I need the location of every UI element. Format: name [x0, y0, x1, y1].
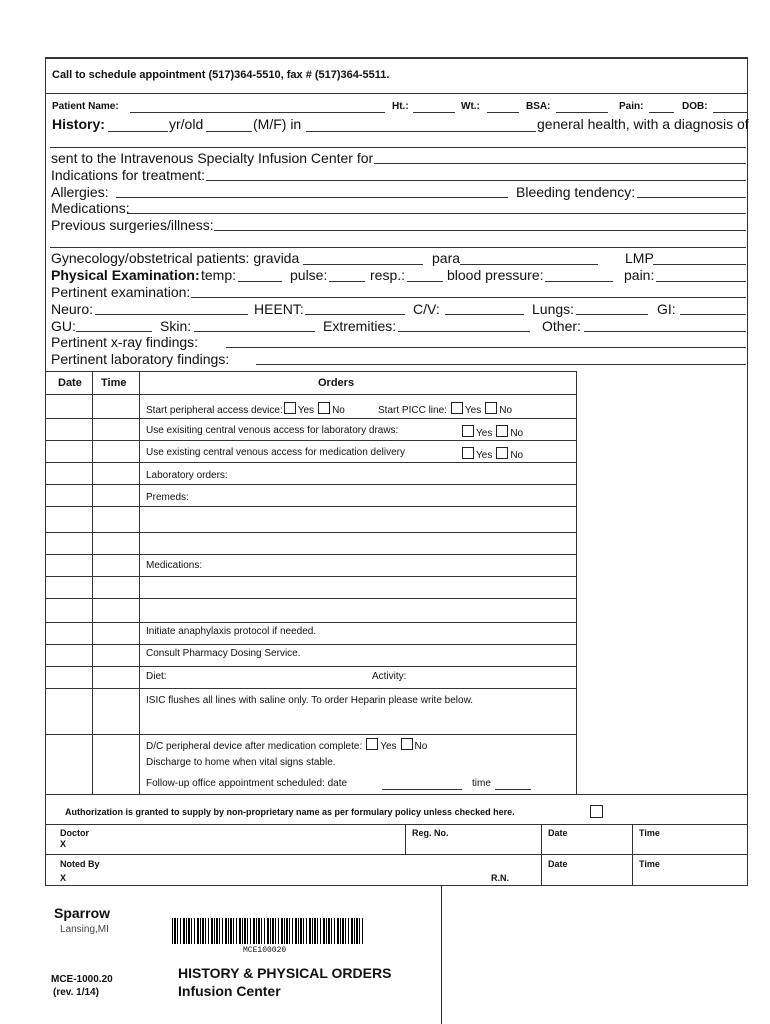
row-line: [45, 462, 577, 463]
history-label: History:: [52, 116, 105, 132]
gravida-field[interactable]: [303, 264, 423, 265]
indications-field[interactable]: [206, 180, 746, 181]
bleeding-field[interactable]: [637, 197, 746, 198]
wt-field[interactable]: [487, 112, 519, 113]
allergies-field[interactable]: [116, 197, 508, 198]
noted-date-label: Date: [548, 859, 568, 869]
sent-to-label: sent to the Intravenous Specialty Infusion Center for: [51, 150, 374, 166]
cv-label: C/V:: [413, 301, 440, 317]
yes-label: Yes: [476, 450, 493, 461]
lab-orders-label: Laboratory orders:: [146, 470, 228, 481]
row-line: [45, 440, 577, 441]
anaphylaxis-label: Initiate anaphylaxis protocol if needed.: [146, 626, 317, 637]
lmp-label: LMP: [625, 250, 654, 266]
followup-time-label: time: [472, 778, 491, 789]
no-label: No: [332, 405, 345, 416]
xray-field[interactable]: [226, 347, 746, 348]
pharmacy-label: Consult Pharmacy Dosing Service.: [146, 648, 301, 659]
noted-x-mark: X: [60, 873, 67, 883]
wt-label: Wt.:: [461, 101, 480, 112]
row-line: [45, 644, 577, 645]
footer-divider: [441, 885, 442, 1024]
activity-label: Activity:: [372, 671, 407, 682]
yr-old-label: yr/old: [169, 116, 204, 132]
divider: [45, 854, 748, 855]
premeds-label: Premeds:: [146, 492, 189, 503]
form-number: MCE-1000.20: [51, 974, 113, 985]
followup-label: Follow-up office appointment scheduled: date: [146, 778, 348, 789]
other-field[interactable]: [584, 331, 746, 332]
gi-field[interactable]: [680, 314, 746, 315]
lungs-field[interactable]: [576, 314, 648, 315]
ht-field[interactable]: [413, 112, 455, 113]
picc-yes-checkbox[interactable]: [451, 402, 463, 414]
resp-label: resp.:: [370, 267, 406, 283]
pain-exam-label: pain:: [624, 267, 655, 283]
divider: [45, 794, 748, 795]
noted-time-label: Time: [639, 859, 660, 869]
yes-label: Yes: [380, 741, 397, 752]
barcode-text: MCE100020: [243, 946, 287, 955]
noted-by-label: Noted By: [60, 859, 100, 869]
row-line: [45, 506, 577, 507]
heent-label: HEENT:: [254, 301, 304, 317]
no-label: No: [510, 428, 524, 439]
peripheral-row: [146, 402, 345, 416]
gu-label: GU:: [51, 318, 76, 334]
neuro-label: Neuro:: [51, 301, 94, 317]
patient-name-label: Patient Name:: [52, 101, 119, 112]
doctor-label: Doctor: [60, 828, 89, 838]
row-line: [45, 554, 577, 555]
ht-label: Ht.:: [392, 101, 409, 112]
central-lab-options: [458, 425, 523, 439]
pain-exam-field[interactable]: [656, 281, 746, 282]
barcode: [172, 918, 365, 944]
heent-field[interactable]: [305, 314, 405, 315]
central-lab-no-checkbox[interactable]: [496, 425, 508, 437]
diet-label: Diet:: [146, 671, 167, 682]
other-label: Other:: [542, 318, 581, 334]
no-label: No: [499, 405, 513, 416]
diagnosis-field[interactable]: [50, 147, 746, 148]
para-label: para: [432, 250, 461, 266]
gyn-label: Gynecology/obstetrical patients: gravida: [51, 250, 300, 266]
divider: [45, 824, 748, 825]
row-line: [45, 394, 577, 395]
xray-label: Pertinent x-ray findings:: [51, 334, 199, 350]
revision: (rev. 1/14): [53, 987, 99, 998]
skin-label: Skin:: [160, 318, 192, 334]
bsa-field[interactable]: [556, 112, 608, 113]
form-left-border: [45, 57, 46, 885]
no-label: No: [510, 450, 524, 461]
dob-label: DOB:: [682, 101, 708, 112]
row-line: [45, 484, 577, 485]
gi-label: GI:: [657, 301, 676, 317]
divider: [45, 885, 748, 886]
pertinent-exam-field[interactable]: [191, 297, 746, 298]
peripheral-yes-checkbox[interactable]: [284, 402, 296, 414]
row-line: [45, 418, 577, 419]
health-field[interactable]: [306, 131, 536, 132]
orders-col-time-divider: [139, 371, 140, 794]
divider: [45, 93, 748, 94]
pertinent-exam-label: Pertinent examination:: [51, 284, 191, 300]
row-line: [45, 576, 577, 577]
bp-label: blood pressure:: [447, 267, 544, 283]
dc-no-checkbox[interactable]: [401, 738, 413, 750]
central-med-yes-checkbox[interactable]: [462, 447, 474, 459]
peripheral-label: Start peripheral access device:: [146, 405, 283, 416]
row-line: [45, 598, 577, 599]
doctor-time-label: Time: [639, 828, 660, 838]
authorization-checkbox[interactable]: [590, 805, 603, 818]
extremities-field[interactable]: [398, 331, 530, 332]
dc-peripheral-row: [146, 738, 427, 752]
para-field[interactable]: [460, 264, 598, 265]
doctor-x-mark: X: [60, 839, 67, 849]
form-right-border: [747, 57, 748, 885]
resp-field[interactable]: [407, 281, 443, 282]
row-line: [45, 688, 577, 689]
reg-no-label: Reg. No.: [412, 828, 449, 838]
central-med-options: [458, 447, 523, 461]
previous-field-2[interactable]: [50, 247, 746, 248]
lungs-label: Lungs:: [532, 301, 575, 317]
yes-label: Yes: [476, 428, 493, 439]
followup-date-field[interactable]: [382, 789, 462, 790]
discharge-label: Discharge to home when vital signs stable.: [146, 757, 336, 768]
pain-field[interactable]: [649, 112, 674, 113]
pain-label: Pain:: [619, 101, 644, 112]
central-med-label: Use existing central venous access for medication delivery: [146, 447, 406, 458]
col-date-header: Date: [58, 377, 82, 389]
central-med-no-checkbox[interactable]: [496, 447, 508, 459]
doctor-date-label: Date: [548, 828, 568, 838]
medications-field[interactable]: [127, 213, 746, 214]
form-top-border: [45, 57, 748, 59]
dc-peripheral-label: D/C peripheral device after medication complete:: [146, 741, 363, 752]
pulse-field[interactable]: [329, 281, 365, 282]
isic-label: ISIC flushes all lines with saline only. To order Heparin please write below.: [146, 695, 474, 706]
orders-col-date-divider: [92, 371, 93, 794]
bp-field[interactable]: [545, 281, 613, 282]
lab-findings-label: Pertinent laboratory findings:: [51, 351, 230, 367]
yes-label: Yes: [297, 405, 315, 416]
orders-right-border: [576, 371, 577, 794]
followup-time-field[interactable]: [495, 789, 531, 790]
general-health-label: general health, with a diagnosis of: [537, 116, 749, 132]
row-line: [45, 532, 577, 533]
indications-label: Indications for treatment:: [51, 167, 206, 183]
col-time-header: Time: [101, 377, 127, 389]
form-title: HISTORY & PHYSICAL ORDERS: [178, 965, 392, 981]
extremities-label: Extremities:: [323, 318, 397, 334]
physical-label: Physical Examination:: [51, 267, 200, 283]
picc-label: Start PICC line:: [378, 405, 447, 416]
medications-label: Medications:: [51, 200, 130, 216]
rn-label: R.N.: [491, 873, 509, 883]
neuro-field[interactable]: [95, 314, 248, 315]
sparrow-logo: Sparrow: [54, 905, 111, 921]
lmp-field[interactable]: [653, 264, 746, 265]
gu-field[interactable]: [76, 331, 152, 332]
dob-field[interactable]: [713, 112, 748, 113]
temp-label: temp:: [201, 267, 237, 283]
form-subtitle: Infusion Center: [178, 983, 281, 999]
age-field[interactable]: [108, 131, 168, 132]
mf-in-label: (M/F) in: [253, 116, 302, 132]
row-line: [45, 666, 577, 667]
location: Lansing,MI: [60, 924, 109, 935]
dc-yes-checkbox[interactable]: [366, 738, 378, 750]
previous-field[interactable]: [214, 230, 746, 231]
schedule-phone: Call to schedule appointment (517)364-5510, fax # (517)364-5511.: [52, 69, 390, 81]
medications-order-label: Medications:: [146, 560, 203, 571]
pulse-label: pulse:: [290, 267, 328, 283]
peripheral-no-checkbox[interactable]: [318, 402, 330, 414]
row-line: [45, 734, 577, 735]
previous-label: Previous surgeries/illness:: [51, 217, 214, 233]
bsa-label: BSA:: [526, 101, 551, 112]
patient-name-field[interactable]: [130, 112, 385, 113]
row-line: [45, 622, 577, 623]
temp-field[interactable]: [238, 281, 282, 282]
cv-field[interactable]: [445, 314, 524, 315]
central-lab-label: Use exisiting central venous access for laboratory draws:: [146, 425, 399, 436]
picc-no-checkbox[interactable]: [485, 402, 497, 414]
skin-field[interactable]: [194, 331, 315, 332]
sex-field[interactable]: [206, 131, 252, 132]
bleeding-label: Bleeding tendency:: [516, 184, 636, 200]
sent-to-field[interactable]: [374, 163, 746, 164]
authorization-text: Authorization is granted to supply by non-proprietary name as per formulary policy unless checked here.: [65, 807, 515, 817]
orders-top: [45, 371, 577, 372]
picc-row: [378, 402, 512, 416]
col-orders-header: Orders: [318, 377, 355, 389]
yes-label: Yes: [464, 405, 482, 416]
lab-findings-field[interactable]: [256, 364, 746, 365]
no-label: No: [414, 741, 428, 752]
col-divider: [405, 824, 406, 854]
allergies-label: Allergies:: [51, 184, 109, 200]
central-lab-yes-checkbox[interactable]: [462, 425, 474, 437]
